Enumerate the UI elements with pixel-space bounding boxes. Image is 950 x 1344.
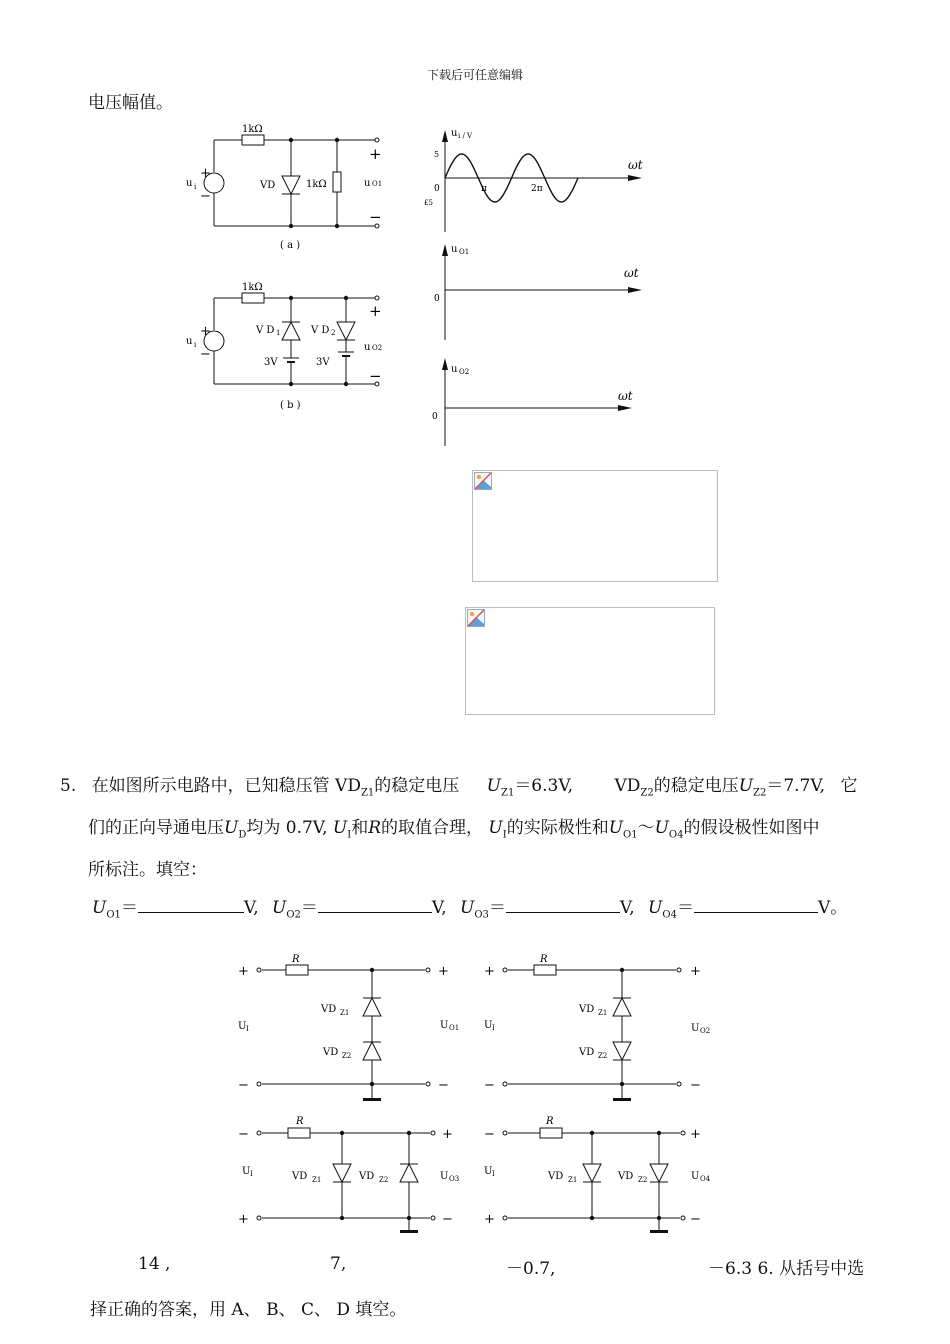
c2-out-plus: + — [690, 964, 701, 979]
c2-out-label: U — [691, 1023, 700, 1034]
ui-yneg: £5 — [424, 199, 433, 207]
c4-in-minus: − — [484, 1127, 495, 1142]
ui-ylabel: u — [451, 128, 458, 139]
c4-vd1-sub: Z1 — [568, 1176, 578, 1184]
uo1-zero: 0 — [434, 294, 440, 304]
source-plus-a: + — [200, 166, 211, 181]
c1-r-label: R — [292, 954, 300, 965]
d1-label: V D — [256, 325, 275, 336]
uo2-ylabel: u — [451, 364, 458, 375]
c3-vd2-sub: Z2 — [379, 1176, 389, 1184]
broken-image-2 — [465, 607, 715, 715]
ui-zero: 0 — [434, 184, 440, 194]
input-sub-a: i — [194, 183, 197, 191]
q5-line-2: 们的正向导通电压$U_D$均为 0.7V, $U_I$和R的取值合理， $U_I$的实际极性和$U_{O1}\sim U_{O4}$的假设极性如图中 — [88, 818, 820, 841]
input-label-b: u — [186, 336, 193, 347]
source-plus-b: + — [200, 324, 211, 339]
c2-r-label: R — [540, 954, 548, 965]
d2-sub: 2 — [331, 329, 336, 337]
c1-in-label: U — [238, 1021, 247, 1032]
r-series-label-a: 1kΩ — [242, 124, 263, 135]
broken-image-1 — [472, 470, 718, 582]
c2-vd1-sub: Z1 — [598, 1009, 608, 1017]
c3-vd1-sub: Z1 — [312, 1176, 322, 1184]
c3-in-sub: I — [250, 1170, 253, 1178]
bat1-label: 3V — [264, 357, 278, 368]
broken-image-icon — [467, 609, 485, 627]
c2-in-plus: + — [484, 964, 495, 979]
caption-b: ( b ) — [280, 400, 301, 411]
ui-ylabel-sub: i / V — [458, 132, 473, 140]
c4-out-label: U — [691, 1171, 700, 1182]
c3-out-label: U — [440, 1171, 449, 1182]
q5-line-1: 5. 在如图所示电路中，已知稳压管 $VD_{Z1}$的稳定电压 $U_{Z1}=6.3V$, $VD_{Z2}$的稳定电压$U_{Z2}=7.7V$, 它 — [60, 776, 858, 799]
ui-tick-pi: π — [481, 184, 487, 194]
c2-in-minus: − — [484, 1078, 495, 1093]
c3-out-plus: + — [442, 1127, 453, 1142]
answer-blank-1[interactable] — [138, 898, 244, 913]
c4-vd2: VD — [618, 1171, 634, 1182]
answer-blank-2[interactable] — [318, 898, 432, 913]
c1-out-plus: + — [438, 964, 449, 979]
uo1-ylabel: u — [451, 244, 458, 255]
c4-r-label: R — [546, 1116, 554, 1127]
r-series-label-b: 1kΩ — [242, 282, 263, 293]
c3-vd1: VD — [292, 1171, 308, 1182]
output-plus-b: + — [369, 302, 382, 320]
uo2-xlabel: ωt — [618, 389, 633, 403]
output-plus-a: + — [369, 145, 382, 163]
uo2-zero: 0 — [432, 412, 438, 422]
c4-out-minus: − — [690, 1212, 701, 1227]
caption-a: ( a ) — [280, 240, 301, 251]
c2-in-sub: I — [492, 1024, 495, 1032]
zener-circuits — [230, 950, 730, 1240]
q5-fill-line — [92, 893, 847, 920]
answer-4: －6.3 6. 从括号中选 — [708, 1259, 865, 1279]
output-minus-a: − — [369, 208, 382, 226]
c2-vd1: VD — [579, 1004, 595, 1015]
c1-vd1: VD — [321, 1004, 337, 1015]
c2-in-label: U — [484, 1020, 493, 1031]
q6-line: 择正确的答案，用 A、 B、 C、 D 填空。 — [90, 1300, 407, 1320]
answer-blank-4[interactable] — [694, 898, 818, 913]
c3-in-label: U — [242, 1166, 251, 1177]
ui-ypos: 5 — [434, 150, 440, 159]
c1-out-label: U — [440, 1020, 449, 1031]
c1-vd2-sub: Z2 — [342, 1052, 352, 1060]
uo1-ylabel-sub: O1 — [459, 248, 470, 256]
c4-out-sub: O4 — [700, 1175, 711, 1183]
d2-label: V D — [311, 325, 330, 336]
c3-out-sub: O3 — [449, 1175, 460, 1183]
page-header: 下载后可任意编辑 — [426, 68, 523, 82]
fill-2: $U_{O2}= V$, — [272, 898, 447, 921]
r-load-label-a: 1kΩ — [306, 179, 327, 190]
answer-1: 14 , — [138, 1254, 171, 1274]
c1-in-sub: I — [246, 1025, 249, 1033]
fill-4: $U_{O4}= V$。 — [648, 898, 848, 921]
output-sub-a: O1 — [372, 180, 383, 188]
d1-sub: 1 — [276, 329, 281, 337]
c4-in-sub: I — [492, 1170, 495, 1178]
answer-2: 7, — [330, 1254, 347, 1274]
broken-image-icon — [474, 472, 492, 490]
c1-vd2: VD — [323, 1047, 339, 1058]
c2-vd2: VD — [579, 1047, 595, 1058]
bat2-label: 3V — [316, 357, 330, 368]
c1-out-minus: − — [438, 1078, 449, 1093]
answer-blank-3[interactable] — [506, 898, 620, 913]
circuit-a — [170, 120, 400, 260]
output-label-b: u — [364, 342, 371, 353]
c4-in-label: U — [484, 1166, 493, 1177]
answer-3: －0.7, — [506, 1259, 556, 1279]
waveform-uo2 — [418, 354, 658, 450]
c3-r-label: R — [296, 1116, 304, 1127]
input-sub-b: i — [194, 341, 197, 349]
uo1-xlabel: ωt — [624, 266, 639, 280]
intro-text: 电压幅值。 — [88, 93, 173, 113]
output-minus-b: − — [369, 367, 382, 385]
c1-out-sub: O1 — [449, 1024, 460, 1032]
output-sub-b: O2 — [372, 344, 383, 352]
c1-vd1-sub: Z1 — [340, 1009, 350, 1017]
c3-out-minus: − — [442, 1212, 453, 1227]
circuit-b — [170, 278, 400, 418]
c4-out-plus: + — [690, 1127, 701, 1142]
c4-vd1: VD — [548, 1171, 564, 1182]
c2-out-minus: − — [690, 1078, 701, 1093]
waveform-uo1 — [418, 236, 658, 344]
uo2-ylabel-sub: O2 — [459, 368, 470, 376]
c3-in-minus: − — [238, 1127, 249, 1142]
fill-1: $U_{O1}= V$, — [92, 898, 259, 921]
c2-vd2-sub: Z2 — [598, 1052, 608, 1060]
ui-xlabel: ωt — [628, 158, 643, 172]
c3-vd2: VD — [359, 1171, 375, 1182]
source-minus-a: − — [200, 189, 211, 204]
c2-out-sub: O2 — [700, 1027, 711, 1035]
c4-in-plus: + — [484, 1212, 495, 1227]
source-minus-b: − — [200, 347, 211, 362]
c1-in-minus: − — [238, 1078, 249, 1093]
c4-vd2-sub: Z2 — [638, 1176, 648, 1184]
fill-3: $U_{O3}= V$, — [460, 898, 635, 921]
q5-number: 5. — [60, 776, 77, 796]
input-label-a: u — [186, 178, 193, 189]
c3-in-plus: + — [238, 1212, 249, 1227]
q5-line-3: 所标注。填空： — [88, 860, 207, 880]
diode-label-a: VD — [260, 180, 276, 191]
c1-in-plus: + — [238, 964, 249, 979]
ui-tick-2pi: 2π — [531, 184, 543, 194]
waveform-ui — [418, 122, 658, 234]
output-label-a: u — [364, 178, 371, 189]
